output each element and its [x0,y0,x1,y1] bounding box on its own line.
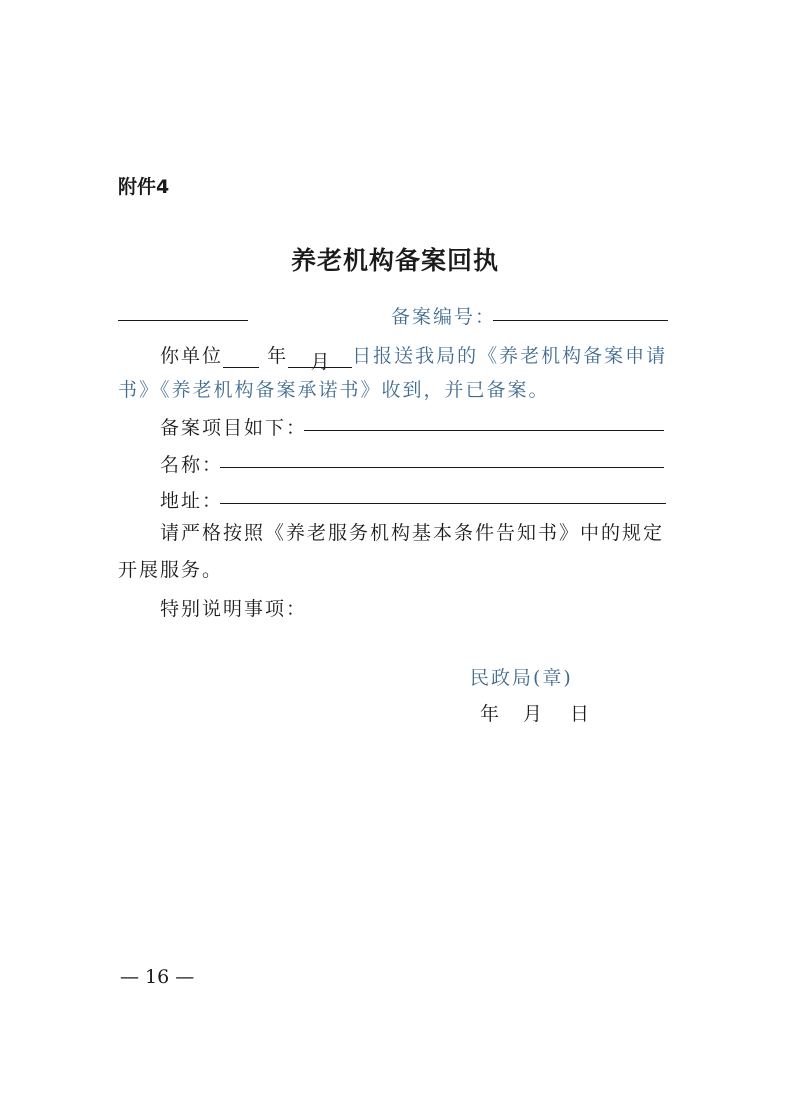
year-text: 年 [267,345,289,367]
sign-day: 日 [570,703,592,725]
compliance-line-1: 请严格按照《养老服务机构基本条件告知书》中的规定 [160,522,665,544]
filing-number-label: 备案编号： [391,306,497,328]
receipt-line-1 [160,341,668,373]
filing-items-blank [304,430,664,431]
attachment-label: 附件4 [118,176,170,198]
unit-name-blank [118,320,248,321]
month-text: 月 [310,351,330,373]
name-blank [220,467,664,468]
signature-date [480,699,591,726]
document-title: 养老机构备案回执 [290,246,499,275]
name-label: 名称： [160,454,224,476]
year-blank [223,347,259,368]
sign-year: 年 [480,703,502,725]
filing-number-blank [493,320,668,321]
receipt-text-your-unit: 你单位 [160,345,224,367]
receipt-text-date-submitted: 日报送我局的《养老机构备案申请 [352,345,668,367]
sign-month: 月 [523,703,545,725]
civil-affairs-seal: 民政局(章) [470,667,573,689]
compliance-line-2: 开展服务。 [118,559,224,581]
filing-items-label: 备案项目如下： [160,417,308,439]
receipt-line-2: 书》《养老机构备案承诺书》收到，并已备案。 [118,379,550,401]
page-number: — 16 — [120,966,195,988]
month-blank [288,347,352,373]
address-label: 地址： [160,490,224,512]
special-notes-label: 特别说明事项： [160,598,308,620]
address-blank [220,503,666,504]
